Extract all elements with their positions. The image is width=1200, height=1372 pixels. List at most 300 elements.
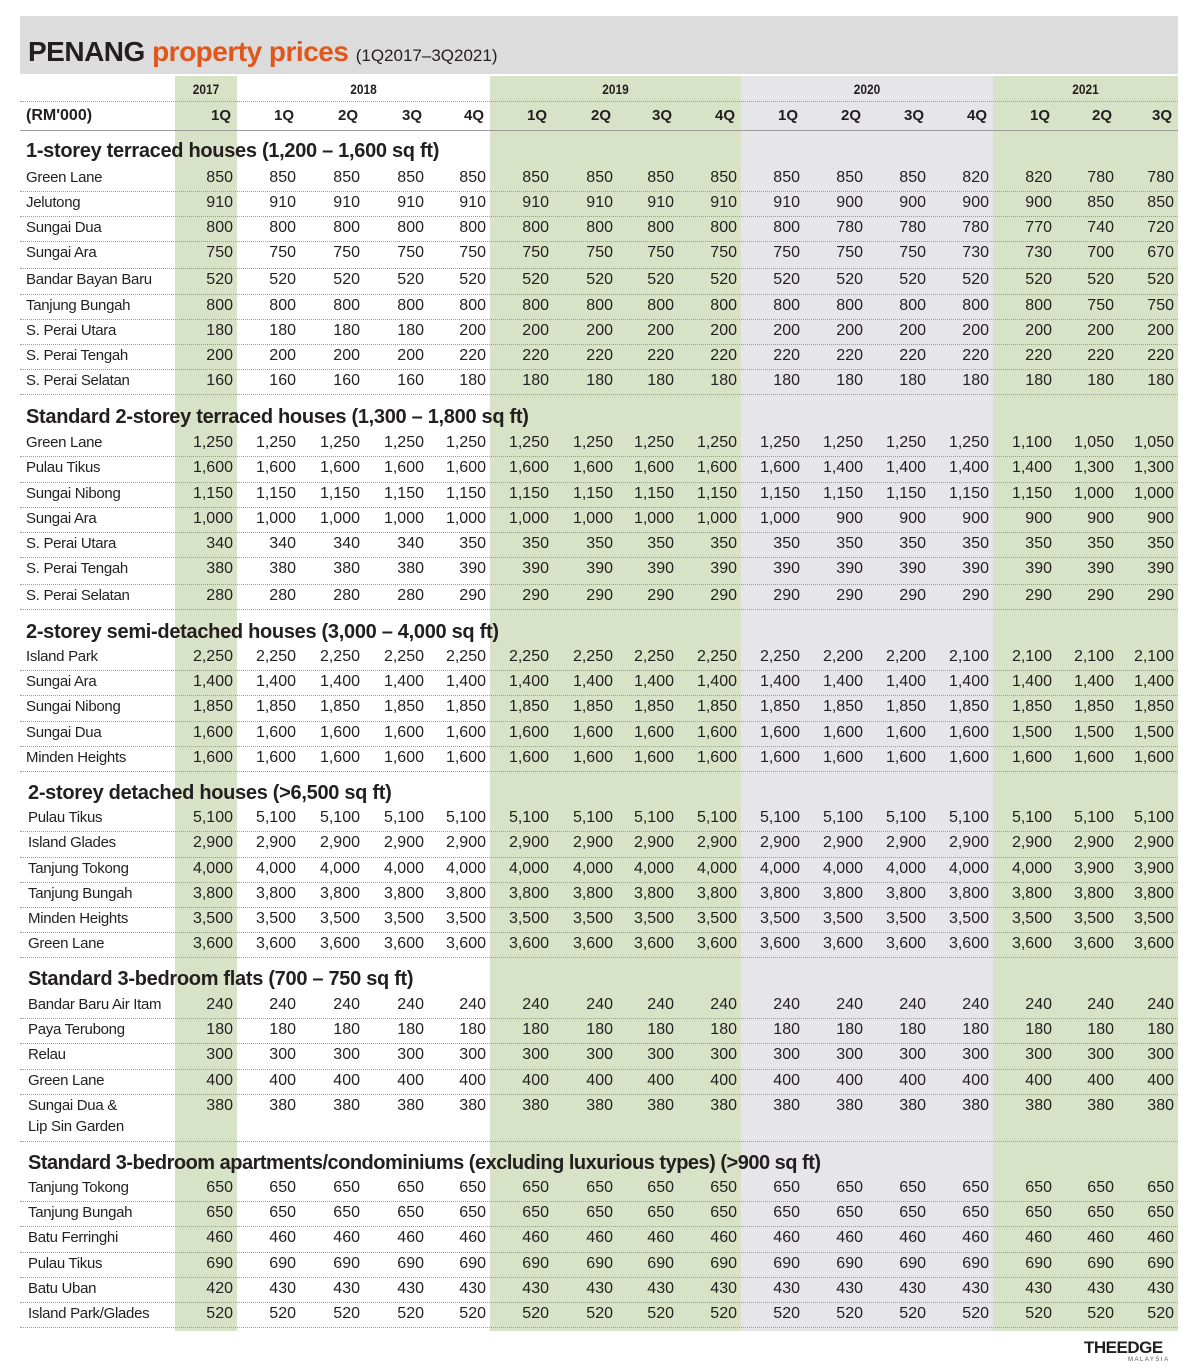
table-cell: 420 (206, 1280, 233, 1297)
table-cell: 1,400 (1011, 673, 1052, 690)
table-cell: 460 (710, 1229, 737, 1246)
table-cell: 650 (586, 1204, 613, 1221)
table-cell: 220 (647, 347, 674, 364)
table-cell: 1,400 (696, 673, 737, 690)
table-cell: 4,000 (383, 860, 424, 877)
table-cell: 1,600 (633, 724, 674, 741)
table-cell: 520 (773, 271, 800, 288)
table-cell: 1,150 (445, 485, 486, 502)
table-cell: 650 (962, 1204, 989, 1221)
table-cell: 1,850 (822, 698, 863, 715)
table-cell: 1,850 (948, 698, 989, 715)
table-cell: 650 (397, 1179, 424, 1196)
table-cell: 650 (899, 1179, 926, 1196)
table-cell: 650 (333, 1204, 360, 1221)
row-divider (20, 1201, 1178, 1202)
table-cell: 300 (522, 1046, 549, 1063)
table-cell: 1,600 (445, 749, 486, 766)
table-cell: 2,250 (759, 648, 800, 665)
table-cell: 650 (522, 1179, 549, 1196)
table-cell: 2,900 (633, 834, 674, 851)
table-cell: 750 (333, 244, 360, 261)
table-cell: 1,000 (759, 510, 800, 527)
row-label: Paya Terubong (28, 1021, 125, 1038)
table-cell: 350 (1025, 535, 1052, 552)
table-cell: 400 (710, 1072, 737, 1089)
table-cell: 1,400 (1073, 673, 1114, 690)
table-cell: 1,500 (1011, 724, 1052, 741)
table-cell: 2,250 (508, 648, 549, 665)
year-label: 2019 (602, 81, 629, 97)
table-cell: 3,800 (572, 885, 613, 902)
table-cell: 520 (206, 271, 233, 288)
title-main: PENANG (28, 36, 145, 67)
row-divider (20, 1141, 1178, 1142)
row-divider (20, 771, 1178, 772)
table-cell: 1,600 (319, 459, 360, 476)
table-cell: 240 (836, 996, 863, 1013)
table-cell: 1,150 (885, 485, 926, 502)
table-cell: 220 (1025, 347, 1052, 364)
table-cell: 910 (459, 194, 486, 211)
table-cell: 800 (397, 219, 424, 236)
table-cell: 390 (710, 560, 737, 577)
table-cell: 390 (773, 560, 800, 577)
row-divider (20, 344, 1178, 345)
table-cell: 1,150 (696, 485, 737, 502)
table-cell: 650 (1147, 1179, 1174, 1196)
table-cell: 460 (647, 1229, 674, 1246)
table-cell: 4,000 (572, 860, 613, 877)
quarter-label: 1Q (526, 107, 547, 124)
table-cell: 750 (522, 244, 549, 261)
table-cell: 200 (269, 347, 296, 364)
table-cell: 520 (397, 1305, 424, 1322)
table-cell: 650 (1025, 1204, 1052, 1221)
table-cell: 1,500 (1133, 724, 1174, 741)
table-cell: 290 (1025, 587, 1052, 604)
table-cell: 1,600 (383, 724, 424, 741)
table-cell: 4,000 (192, 860, 233, 877)
table-cell: 690 (1087, 1255, 1114, 1272)
row-label: Sungai Ara (26, 673, 97, 690)
table-cell: 3,800 (885, 885, 926, 902)
table-cell: 650 (1147, 1204, 1174, 1221)
table-cell: 400 (1147, 1072, 1174, 1089)
section-title: 1-storey terraced houses (1,200 – 1,600 sq ft) (26, 140, 440, 162)
table-cell: 3,500 (572, 910, 613, 927)
table-cell: 350 (962, 535, 989, 552)
table-cell: 520 (899, 271, 926, 288)
table-cell: 390 (522, 560, 549, 577)
table-cell: 300 (586, 1046, 613, 1063)
table-cell: 690 (710, 1255, 737, 1272)
table-cell: 350 (459, 535, 486, 552)
table-cell: 300 (333, 1046, 360, 1063)
table-cell: 3,800 (508, 885, 549, 902)
table-cell: 1,600 (508, 459, 549, 476)
table-cell: 3,800 (759, 885, 800, 902)
table-cell: 300 (397, 1046, 424, 1063)
table-cell: 290 (522, 587, 549, 604)
table-cell: 290 (647, 587, 674, 604)
table-cell: 180 (206, 322, 233, 339)
table-cell: 460 (586, 1229, 613, 1246)
table-cell: 740 (1087, 219, 1114, 236)
table-cell: 3,500 (255, 910, 296, 927)
table-cell: 3,600 (445, 935, 486, 952)
table-cell: 180 (836, 372, 863, 389)
table-cell: 850 (647, 169, 674, 186)
table-cell: 5,100 (1011, 809, 1052, 826)
row-divider (20, 268, 1178, 269)
table-cell: 910 (710, 194, 737, 211)
table-cell: 290 (586, 587, 613, 604)
table-cell: 180 (1147, 372, 1174, 389)
table-cell: 650 (459, 1179, 486, 1196)
table-cell: 900 (836, 510, 863, 527)
table-cell: 690 (206, 1255, 233, 1272)
quarter-label: 4Q (463, 107, 484, 124)
table-cell: 850 (459, 169, 486, 186)
table-cell: 1,400 (572, 673, 613, 690)
table-cell: 3,600 (1011, 935, 1052, 952)
table-cell: 1,600 (445, 459, 486, 476)
table-cell: 1,400 (633, 673, 674, 690)
table-cell: 1,250 (696, 434, 737, 451)
table-cell: 800 (647, 297, 674, 314)
table-cell: 200 (836, 322, 863, 339)
table-cell: 520 (459, 1305, 486, 1322)
table-cell: 850 (1087, 194, 1114, 211)
table-cell: 5,100 (1073, 809, 1114, 826)
row-divider (20, 191, 1178, 192)
row-label: Green Lane (28, 935, 105, 952)
table-cell: 2,900 (948, 834, 989, 851)
table-cell: 650 (522, 1204, 549, 1221)
table-cell: 220 (1147, 347, 1174, 364)
table-cell: 1,600 (508, 749, 549, 766)
table-cell: 4,000 (633, 860, 674, 877)
table-cell: 650 (773, 1179, 800, 1196)
table-cell: 1,600 (383, 459, 424, 476)
table-cell: 650 (586, 1179, 613, 1196)
table-cell: 430 (710, 1280, 737, 1297)
table-cell: 350 (773, 535, 800, 552)
table-cell: 2,100 (1073, 648, 1114, 665)
table-cell: 1,400 (948, 673, 989, 690)
table-cell: 1,400 (822, 459, 863, 476)
table-cell: 1,600 (696, 459, 737, 476)
row-divider (20, 1277, 1178, 1278)
table-cell: 3,600 (759, 935, 800, 952)
table-cell: 280 (333, 587, 360, 604)
table-cell: 430 (1087, 1280, 1114, 1297)
table-cell: 3,600 (508, 935, 549, 952)
table-cell: 1,400 (383, 673, 424, 690)
table-cell: 180 (1147, 1021, 1174, 1038)
table-cell: 1,600 (948, 724, 989, 741)
table-cell: 400 (962, 1072, 989, 1089)
table-cell: 350 (899, 535, 926, 552)
table-cell: 240 (459, 996, 486, 1013)
row-label: Tanjung Tokong (28, 860, 129, 877)
table-cell: 1,600 (572, 459, 613, 476)
table-cell: 520 (899, 1305, 926, 1322)
table-cell: 800 (710, 219, 737, 236)
table-cell: 520 (333, 1305, 360, 1322)
table-cell: 400 (773, 1072, 800, 1089)
table-cell: 910 (333, 194, 360, 211)
table-cell: 1,850 (319, 698, 360, 715)
row-label: Sungai Dua (26, 219, 102, 236)
quarter-label: 2Q (1091, 107, 1112, 124)
table-cell: 390 (899, 560, 926, 577)
table-cell: 650 (206, 1179, 233, 1196)
table-cell: 750 (1087, 297, 1114, 314)
table-cell: 180 (710, 372, 737, 389)
table-cell: 400 (899, 1072, 926, 1089)
quarter-label: 2Q (840, 107, 861, 124)
table-cell: 380 (333, 1097, 360, 1114)
table-cell: 3,900 (1133, 860, 1174, 877)
table-cell: 4,000 (319, 860, 360, 877)
table-cell: 180 (586, 372, 613, 389)
table-cell: 3,600 (319, 935, 360, 952)
row-label: Tanjung Bungah (26, 297, 131, 314)
table-cell: 1,850 (1011, 698, 1052, 715)
table-cell: 390 (836, 560, 863, 577)
row-divider (20, 1018, 1178, 1019)
table-cell: 850 (710, 169, 737, 186)
table-cell: 380 (1087, 1097, 1114, 1114)
table-cell: 2,900 (696, 834, 737, 851)
table-cell: 3,600 (822, 935, 863, 952)
table-cell: 5,100 (445, 809, 486, 826)
table-cell: 1,400 (1011, 459, 1052, 476)
table-cell: 2,900 (572, 834, 613, 851)
table-cell: 2,900 (885, 834, 926, 851)
row-divider (20, 1226, 1178, 1227)
table-cell: 1,850 (759, 698, 800, 715)
table-cell: 430 (459, 1280, 486, 1297)
table-cell: 430 (586, 1280, 613, 1297)
table-cell: 3,800 (319, 885, 360, 902)
table-cell: 3,900 (1073, 860, 1114, 877)
table-cell: 700 (1087, 244, 1114, 261)
year-label: 2018 (350, 81, 377, 97)
row-label: Tanjung Bungah (28, 1204, 133, 1221)
table-cell: 180 (1087, 372, 1114, 389)
title-bar (20, 16, 1178, 74)
table-cell: 430 (333, 1280, 360, 1297)
table-cell: 430 (1025, 1280, 1052, 1297)
quarter-label: 3Q (903, 107, 924, 124)
table-cell: 900 (1025, 510, 1052, 527)
table-cell: 3,800 (1073, 885, 1114, 902)
table-cell: 5,100 (572, 809, 613, 826)
quarter-label: 2Q (590, 107, 611, 124)
table-cell: 1,150 (319, 485, 360, 502)
row-divider (20, 557, 1178, 558)
table-cell: 1,600 (822, 749, 863, 766)
table-cell: 350 (1087, 535, 1114, 552)
table-cell: 180 (459, 1021, 486, 1038)
table-cell: 430 (1147, 1280, 1174, 1297)
table-cell: 180 (397, 322, 424, 339)
table-cell: 1,250 (255, 434, 296, 451)
table-cell: 2,250 (383, 648, 424, 665)
table-cell: 780 (962, 219, 989, 236)
table-cell: 240 (522, 996, 549, 1013)
table-cell: 850 (1147, 194, 1174, 211)
table-cell: 290 (836, 587, 863, 604)
table-cell: 520 (586, 271, 613, 288)
table-cell: 180 (269, 1021, 296, 1038)
row-divider (20, 746, 1178, 747)
year-label: 2021 (1072, 81, 1099, 97)
table-cell: 850 (397, 169, 424, 186)
table-cell: 5,100 (696, 809, 737, 826)
table-cell: 4,000 (759, 860, 800, 877)
table-cell: 380 (206, 560, 233, 577)
table-cell: 300 (836, 1046, 863, 1063)
table-cell: 1,850 (1073, 698, 1114, 715)
table-cell: 390 (459, 560, 486, 577)
table-cell: 460 (206, 1229, 233, 1246)
table-cell: 180 (522, 372, 549, 389)
table-cell: 520 (773, 1305, 800, 1322)
table-cell: 1,250 (885, 434, 926, 451)
table-cell: 280 (206, 587, 233, 604)
table-cell: 1,600 (948, 749, 989, 766)
table-cell: 5,100 (1133, 809, 1174, 826)
table-cell: 750 (586, 244, 613, 261)
table-cell: 400 (836, 1072, 863, 1089)
table-cell: 2,900 (1133, 834, 1174, 851)
table-cell: 220 (836, 347, 863, 364)
table-cell: 5,100 (255, 809, 296, 826)
table-cell: 3,500 (1011, 910, 1052, 927)
row-divider (20, 932, 1178, 933)
table-cell: 240 (397, 996, 424, 1013)
table-cell: 900 (1087, 510, 1114, 527)
table-cell: 1,600 (572, 749, 613, 766)
table-cell: 180 (206, 1021, 233, 1038)
table-cell: 650 (899, 1204, 926, 1221)
table-cell: 200 (1087, 322, 1114, 339)
table-cell: 300 (647, 1046, 674, 1063)
table-cell: 460 (773, 1229, 800, 1246)
table-cell: 1,600 (1011, 749, 1052, 766)
table-cell: 240 (1087, 996, 1114, 1013)
table-cell: 1,850 (696, 698, 737, 715)
table-cell: 3,800 (696, 885, 737, 902)
table-cell: 650 (773, 1204, 800, 1221)
table-cell: 650 (269, 1204, 296, 1221)
table-cell: 720 (1147, 219, 1174, 236)
table-cell: 1,600 (633, 459, 674, 476)
table-cell: 1,600 (319, 749, 360, 766)
table-cell: 220 (710, 347, 737, 364)
row-divider (20, 532, 1178, 533)
table-cell: 1,250 (759, 434, 800, 451)
table-cell: 180 (962, 372, 989, 389)
table-cell: 1,150 (255, 485, 296, 502)
row-divider (20, 482, 1178, 483)
table-cell: 300 (1147, 1046, 1174, 1063)
table-cell: 3,500 (885, 910, 926, 927)
table-cell: 5,100 (822, 809, 863, 826)
table-cell: 1,150 (633, 485, 674, 502)
row-label: Bandar Baru Air Itam (28, 996, 162, 1013)
table-cell: 290 (962, 587, 989, 604)
brand-logo: THEEDGE (1084, 1338, 1163, 1357)
row-divider (20, 882, 1178, 883)
table-cell: 380 (962, 1097, 989, 1114)
row-label: Tanjung Bungah (28, 885, 133, 902)
table-cell: 650 (459, 1204, 486, 1221)
table-cell: 1,150 (192, 485, 233, 502)
table-cell: 800 (710, 297, 737, 314)
quarter-label: 4Q (966, 107, 987, 124)
table-cell: 3,600 (1133, 935, 1174, 952)
table-cell: 400 (1025, 1072, 1052, 1089)
table-cell: 5,100 (759, 809, 800, 826)
table-cell: 650 (710, 1179, 737, 1196)
table-cell: 690 (836, 1255, 863, 1272)
table-cell: 380 (710, 1097, 737, 1114)
table-cell: 1,400 (759, 673, 800, 690)
table-cell: 220 (899, 347, 926, 364)
table-cell: 520 (647, 1305, 674, 1322)
table-cell: 200 (397, 347, 424, 364)
table-cell: 380 (1025, 1097, 1052, 1114)
table-cell: 240 (333, 996, 360, 1013)
table-cell: 290 (899, 587, 926, 604)
table-cell: 290 (1147, 587, 1174, 604)
table-cell: 240 (647, 996, 674, 1013)
row-divider (20, 394, 1178, 395)
table-cell: 240 (586, 996, 613, 1013)
brand-logo-sub: MALAYSIA (1128, 1357, 1170, 1363)
row-divider (20, 584, 1178, 585)
table-cell: 1,000 (1133, 485, 1174, 502)
table-cell: 2,250 (192, 648, 233, 665)
table-cell: 750 (773, 244, 800, 261)
table-cell: 5,100 (885, 809, 926, 826)
table-cell: 390 (1147, 560, 1174, 577)
table-cell: 1,850 (255, 698, 296, 715)
row-label: Sungai Dua (26, 724, 102, 741)
table-cell: 460 (1025, 1229, 1052, 1246)
table-cell: 2,900 (1073, 834, 1114, 851)
table-cell: 180 (647, 372, 674, 389)
table-cell: 1,150 (572, 485, 613, 502)
table-cell: 520 (1087, 1305, 1114, 1322)
table-cell: 180 (1087, 1021, 1114, 1038)
table-cell: 380 (647, 1097, 674, 1114)
table-cell: 520 (836, 271, 863, 288)
title-period: (1Q2017–3Q2021) (355, 46, 498, 65)
table-cell: 380 (899, 1097, 926, 1114)
table-cell: 690 (899, 1255, 926, 1272)
row-label: Green Lane (26, 169, 103, 186)
table-cell: 1,850 (633, 698, 674, 715)
table-cell: 1,850 (192, 698, 233, 715)
table-cell: 3,600 (696, 935, 737, 952)
table-cell: 1,850 (572, 698, 613, 715)
